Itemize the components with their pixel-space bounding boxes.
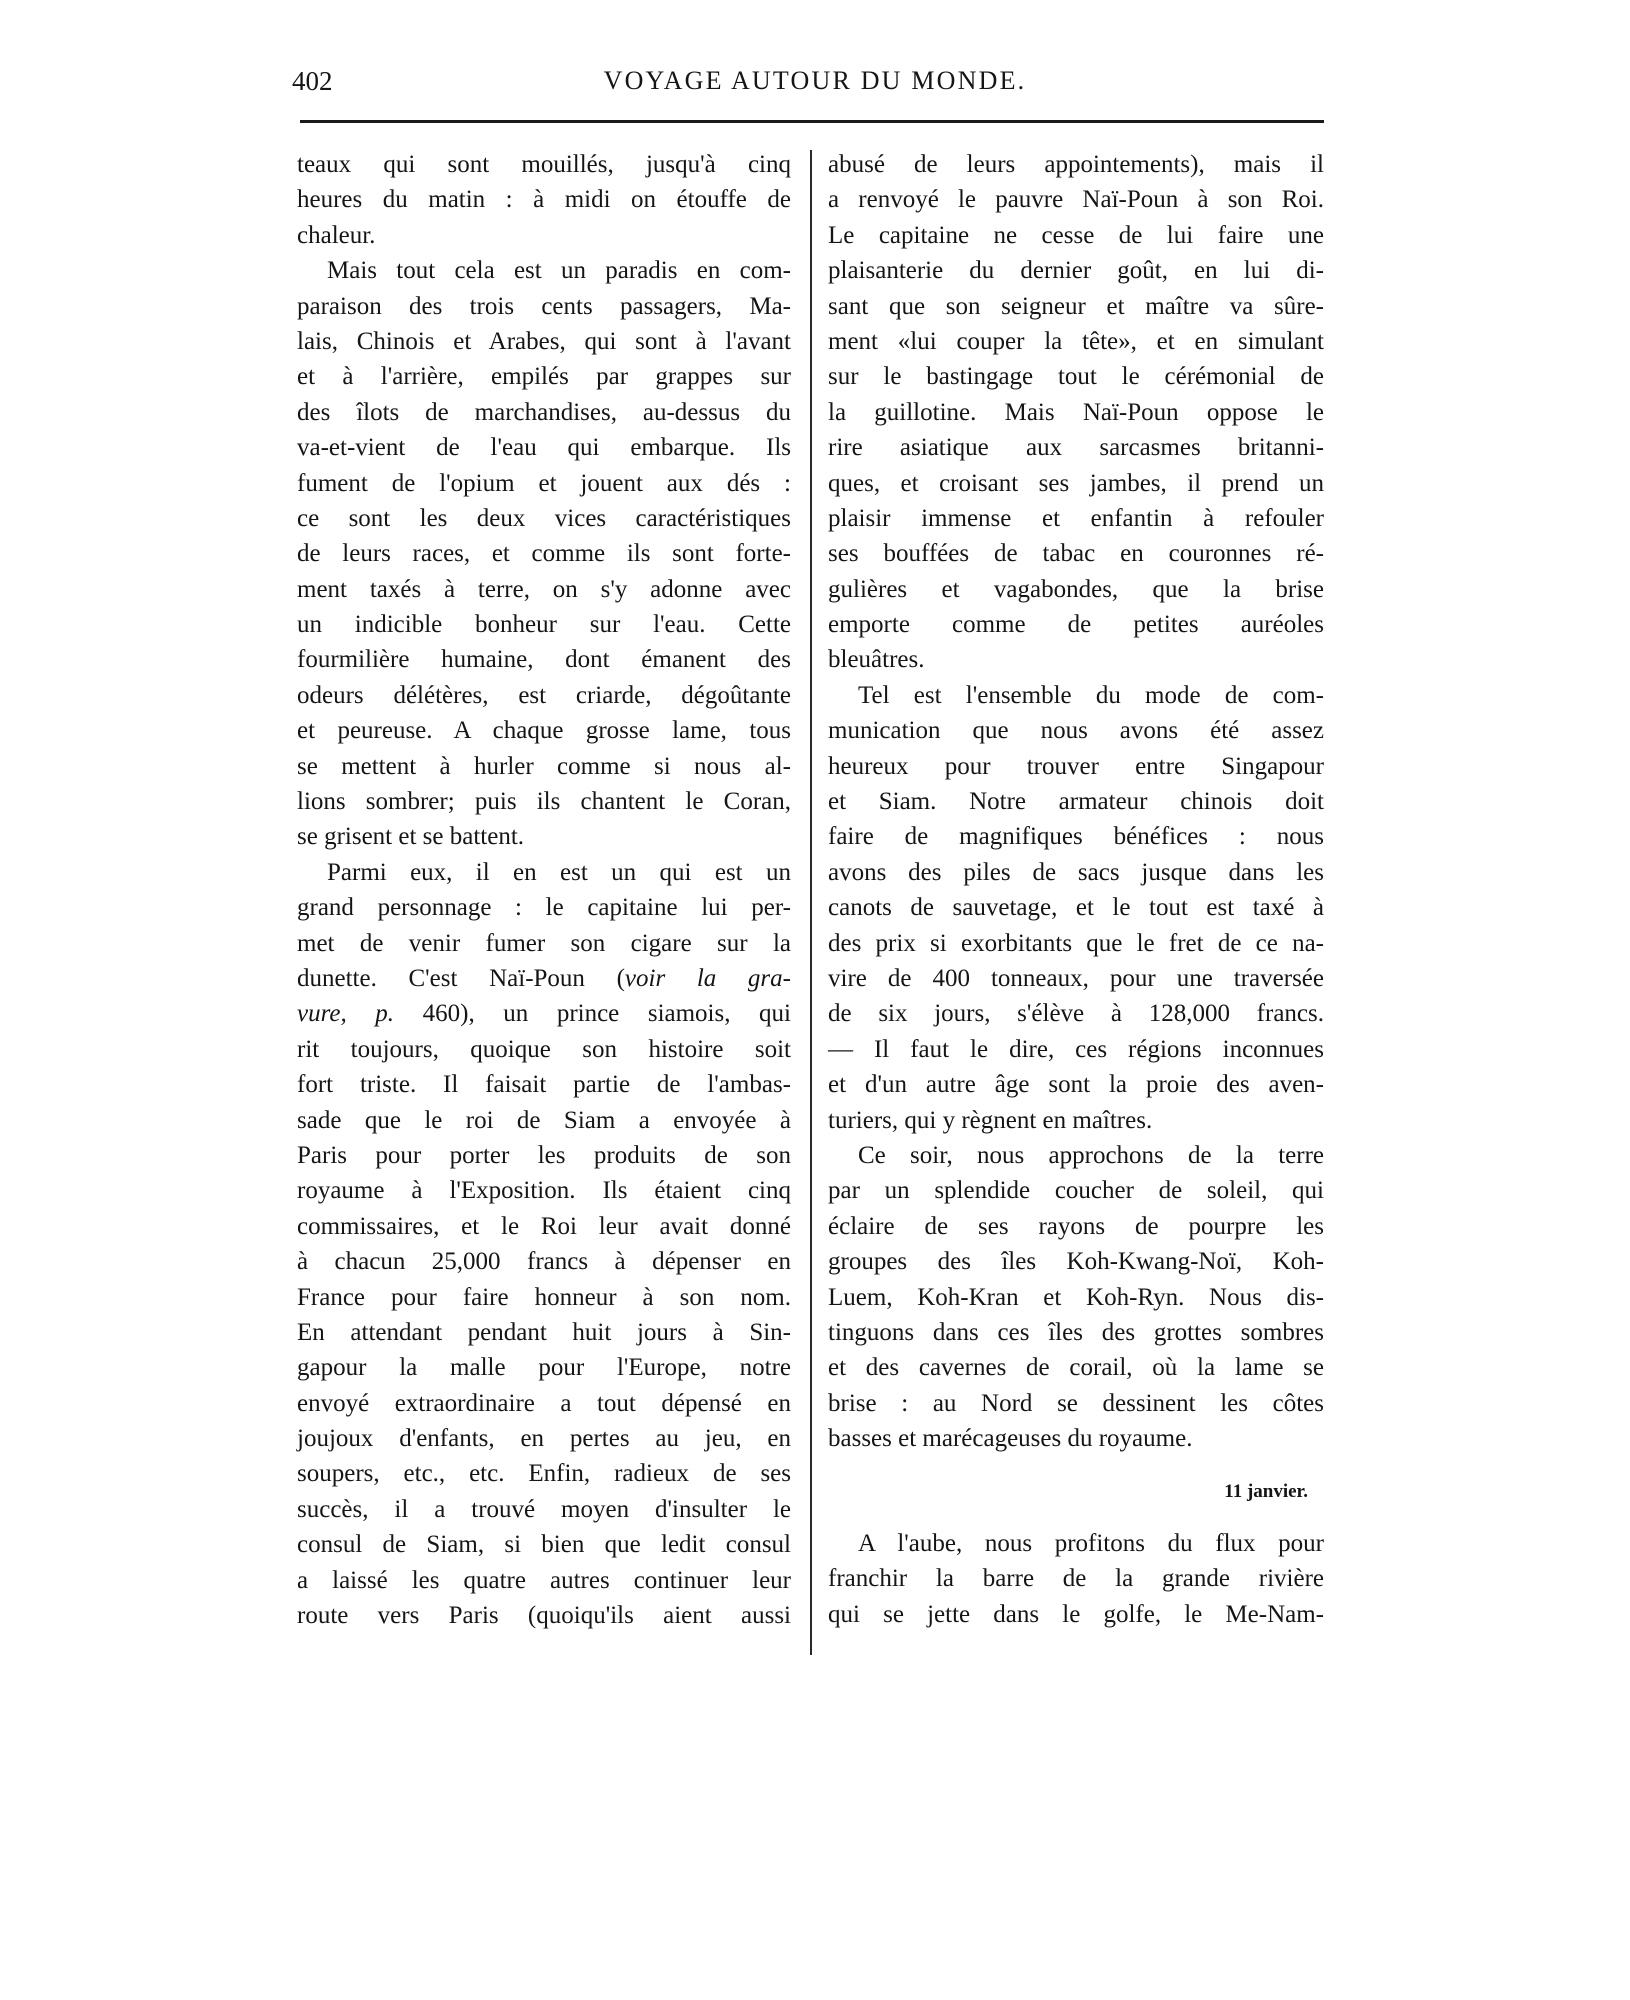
text-line: par un splendide coucher de soleil, qui xyxy=(828,1177,1324,1205)
text-line: qui se jette dans le golfe, le Me-Nam- xyxy=(828,1600,1324,1628)
text-line: heureux pour trouver entre Singapour xyxy=(828,752,1324,780)
text-line: lais, Chinois et Arabes, qui sont à l'avant xyxy=(297,327,791,355)
text-line: soupers, etc., etc. Enfin, radieux de ses xyxy=(297,1460,791,1488)
italic-reference: voir la gra- xyxy=(624,964,791,992)
text-line: lions sombrer; puis ils chantent le Coran, xyxy=(297,788,791,816)
text-line: ques, et croisant ses jambes, il prend un xyxy=(828,469,1324,497)
text-line: franchir la barre de la grande rivière xyxy=(828,1565,1324,1593)
text-line: fort triste. Il faisait partie de l'ambas- xyxy=(297,1071,791,1099)
text-line: sade que le roi de Siam a envoyée à xyxy=(297,1106,791,1134)
text-line: fourmilière humaine, dont émanent des xyxy=(297,646,791,674)
text-run: 460), un prince siamois, qui xyxy=(394,1000,791,1028)
text-line: sant que son seigneur et maître va sûre- xyxy=(828,292,1324,320)
text-line: se grisent et se battent. xyxy=(297,823,525,851)
page-number: 402 xyxy=(292,66,333,96)
text-line: de leurs races, et comme ils sont forte- xyxy=(297,540,791,568)
text-line: gulières et vagabondes, que la brise xyxy=(828,575,1324,603)
text-line: teaux qui sont mouillés, jusqu'à cinq xyxy=(297,151,791,178)
text-line: éclaire de ses rayons de pourpre les xyxy=(828,1212,1324,1240)
text-line: et d'un autre âge sont la proie des aven- xyxy=(828,1071,1324,1099)
text-line: commissaires, et le Roi leur avait donné xyxy=(297,1212,791,1240)
text-line: ce sont les deux vices caractéristiques xyxy=(297,504,791,532)
text-line: royaume à l'Exposition. Ils étaient cinq xyxy=(297,1177,791,1205)
text-line: faire de magnifiques bénéfices : nous xyxy=(828,823,1324,851)
text-line: emporte comme de petites auréoles xyxy=(828,611,1324,639)
left-column xyxy=(297,147,791,1633)
italic-reference: vure, p. xyxy=(297,1000,395,1028)
text-line: des îlots de marchandises, au-dessus du xyxy=(297,398,791,426)
text-line: gapour la malle pour l'Europe, notre xyxy=(297,1354,791,1382)
text-line: chaleur. xyxy=(297,221,376,249)
text-line: heures du matin : à midi on étouffe de xyxy=(297,186,791,214)
text-line: vire de 400 tonneaux, pour une traversée xyxy=(828,964,1324,992)
paragraph-start-line: Mais tout cela est un paradis en com- xyxy=(327,257,791,285)
text-line: et à l'arrière, empilés par grappes sur xyxy=(297,363,791,391)
text-line: de six jours, s'élève à 128,000 francs. xyxy=(828,1000,1324,1028)
paragraph-start-line: Tel est l'ensemble du mode de com- xyxy=(858,681,1324,709)
text-line: turiers, qui y règnent en maîtres. xyxy=(828,1106,1153,1134)
text-line: des prix si exorbitants que le fret de ce na- xyxy=(828,929,1324,957)
date-heading: 11 janvier. xyxy=(1224,1481,1308,1503)
text-line: va-et-vient de l'eau qui embarque. Ils xyxy=(297,434,791,462)
text-line: groupes des îles Koh-Kwang-Noï, Koh- xyxy=(828,1248,1324,1276)
text-line: bleuâtres. xyxy=(828,646,925,674)
text-line: ses bouffées de tabac en couronnes ré- xyxy=(828,540,1324,568)
text-line: munication que nous avons été assez xyxy=(828,717,1324,745)
text-line: consul de Siam, si bien que ledit consul xyxy=(297,1531,791,1559)
text-line: France pour faire honneur à son nom. xyxy=(297,1283,791,1311)
text-line-with-italic xyxy=(297,996,791,1031)
text-line: fument de l'opium et jouent aux dés : xyxy=(297,469,791,497)
text-line: et peureuse. A chaque grosse lame, tous xyxy=(297,717,791,745)
text-line: rire asiatique aux sarcasmes britanni- xyxy=(828,434,1324,462)
paragraph-start-line: Ce soir, nous approchons de la terre xyxy=(858,1141,1324,1169)
text-line: abusé de leurs appointements), mais il xyxy=(828,151,1324,178)
text-line: En attendant pendant huit jours à Sin- xyxy=(297,1318,791,1346)
text-line: joujoux d'enfants, en pertes au jeu, en xyxy=(297,1425,791,1453)
text-line: met de venir fumer son cigare sur la xyxy=(297,929,791,957)
paragraph-start-line: A l'aube, nous profitons du flux pour xyxy=(858,1529,1324,1557)
text-line: Luem, Koh-Kran et Koh-Ryn. Nous dis- xyxy=(828,1283,1324,1311)
text-line: succès, il a trouvé moyen d'insulter le xyxy=(297,1495,791,1523)
text-line: Le capitaine ne cesse de lui faire une xyxy=(828,221,1324,249)
text-line: route vers Paris (quoiqu'ils aient aussi xyxy=(297,1602,791,1630)
text-line: avons des piles de sacs jusque dans les xyxy=(828,858,1324,886)
text-line: a laissé les quatre autres continuer leur xyxy=(297,1566,791,1594)
text-line: a renvoyé le pauvre Naï-Poun à son Roi. xyxy=(828,186,1324,214)
text-line: ment taxés à terre, on s'y adonne avec xyxy=(297,575,791,603)
text-line: tinguons dans ces îles des grottes sombres xyxy=(828,1318,1324,1346)
text-line: ment «lui couper la tête», et en simulant xyxy=(828,327,1324,355)
text-line: la guillotine. Mais Naï-Poun oppose le xyxy=(828,398,1324,426)
text-line: envoyé extraordinaire a tout dépensé en xyxy=(297,1389,791,1417)
text-line: plaisanterie du dernier goût, en lui di- xyxy=(828,257,1324,285)
text-line: sur le bastingage tout le cérémonial de xyxy=(828,363,1324,391)
text-line: et des cavernes de corail, où la lame se xyxy=(828,1354,1324,1382)
page-header xyxy=(292,66,1322,106)
text-line: grand personnage : le capitaine lui per- xyxy=(297,894,791,922)
text-line: et Siam. Notre armateur chinois doit xyxy=(828,788,1324,816)
right-column xyxy=(828,147,1324,1632)
header-rule xyxy=(300,120,1324,123)
text-line: canots de sauvetage, et le tout est taxé à xyxy=(828,894,1324,922)
text-line-with-italic xyxy=(297,961,791,996)
text-line: Paris pour porter les produits de son xyxy=(297,1141,791,1169)
text-line: un indicible bonheur sur l'eau. Cette xyxy=(297,611,791,639)
text-line: plaisir immense et enfantin à refouler xyxy=(828,504,1324,532)
text-line: brise : au Nord se dessinent les côtes xyxy=(828,1389,1324,1417)
text-line: paraison des trois cents passagers, Ma- xyxy=(297,292,791,320)
text-line: à chacun 25,000 francs à dépenser en xyxy=(297,1248,791,1276)
text-run: dunette. C'est Naï-Poun ( xyxy=(297,964,625,992)
text-line: — Il faut le dire, ces régions inconnues xyxy=(828,1035,1324,1063)
text-line: rit toujours, quoique son histoire soit xyxy=(297,1035,791,1063)
column-divider xyxy=(810,150,812,1655)
text-line: basses et marécageuses du royaume. xyxy=(828,1425,1193,1453)
text-line: se mettent à hurler comme si nous al- xyxy=(297,752,791,780)
paragraph-start-line: Parmi eux, il en est un qui est un xyxy=(327,858,791,886)
running-title: VOYAGE AUTOUR DU MONDE. xyxy=(603,66,1027,95)
text-line: odeurs délétères, est criarde, dégoûtante xyxy=(297,681,791,709)
